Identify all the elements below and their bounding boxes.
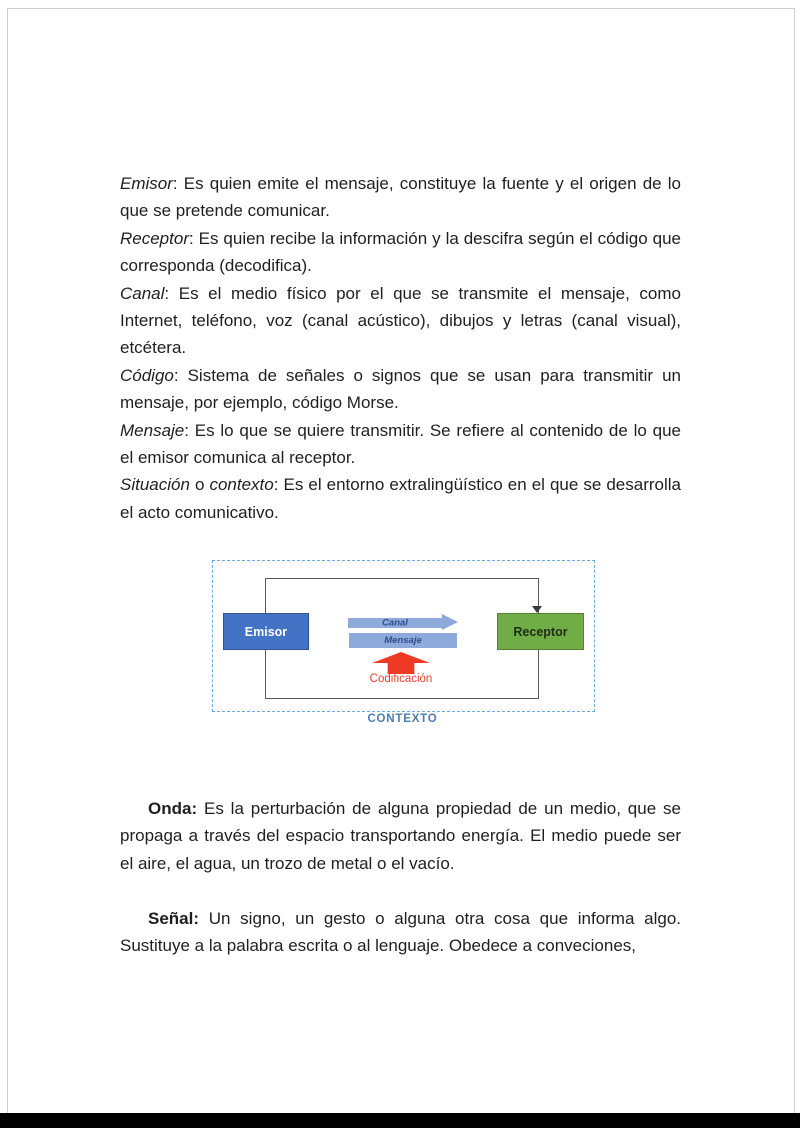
term-situacion: Situación — [120, 475, 190, 495]
mensaje-label: Mensaje — [384, 635, 422, 646]
onda-lead: Onda: — [148, 799, 198, 818]
senal-lead: Señal: — [148, 909, 200, 928]
term-mensaje: Mensaje — [120, 420, 185, 440]
codificacion-label: Codificación — [369, 673, 433, 685]
definition-text: : Es el entorno extralingüístico en el que se desarrolla el acto comunicativo. — [120, 475, 681, 522]
term-contexto: contexto — [209, 475, 274, 495]
term-receptor: Receptor — [120, 228, 189, 248]
mensaje-bar — [349, 633, 457, 648]
definition-text: : Es quien emite el mensaje, constituye la fuente y el origen de lo que se pretende comunicar. — [120, 174, 681, 221]
emisor-box-label: Emisor — [244, 624, 288, 639]
communication-diagram — [212, 560, 595, 732]
paragraph-onda — [120, 795, 681, 877]
emisor-box — [223, 613, 309, 650]
definition-text: : Sistema de señales o signos que se usan para transmitir un mensaje, por ejemplo, código Morse. — [120, 365, 681, 413]
paragraph-receptor — [120, 225, 681, 280]
term-canal: Canal — [120, 283, 165, 303]
senal-text: Un signo, un gesto o alguna otra cosa que informa algo. Sustituye a la palabra escrita o al lenguaje. Obedece a conveciones, — [120, 909, 681, 956]
term-codigo: Código — [120, 365, 174, 385]
definition-text: : Es quien recibe la información y la descifra según el código que corresponda (decodifica). — [120, 228, 681, 276]
paragraph-mensaje — [120, 417, 681, 472]
paragraph-codigo — [120, 362, 681, 417]
contexto-label: CONTEXTO — [367, 713, 438, 725]
onda-text: Es la perturbación de alguna propiedad de un medio, que se propaga a través del espacio transportando energía. El medio puede ser el aire, el agua, un trozo de metal o el vacío. — [120, 799, 681, 873]
term-emisor: Emisor — [120, 174, 173, 193]
paragraph-situacion — [120, 471, 681, 526]
receptor-box — [497, 613, 584, 650]
paragraph-canal — [120, 280, 681, 362]
paragraph-emisor — [120, 170, 681, 225]
bottom-black-bar — [0, 1113, 800, 1128]
definitions-block — [120, 170, 681, 526]
definition-text: : Es lo que se quiere transmitir. Se refiere al contenido de lo que el emisor comunica al receptor. — [120, 420, 681, 468]
definition-text: : Es el medio físico por el que se transmite el mensaje, como Internet, teléfono, voz (canal acústico), dibujos y letras (canal visual), etcétera. — [120, 283, 681, 358]
arrowhead-into-receptor-icon — [532, 606, 542, 613]
canal-arrow — [348, 614, 458, 631]
canal-arrow-head-icon — [442, 614, 458, 630]
receptor-box-label: Receptor — [513, 624, 568, 639]
connector-text: o — [189, 475, 210, 495]
canal-label: Canal — [382, 616, 408, 628]
paragraph-senal — [120, 905, 681, 960]
